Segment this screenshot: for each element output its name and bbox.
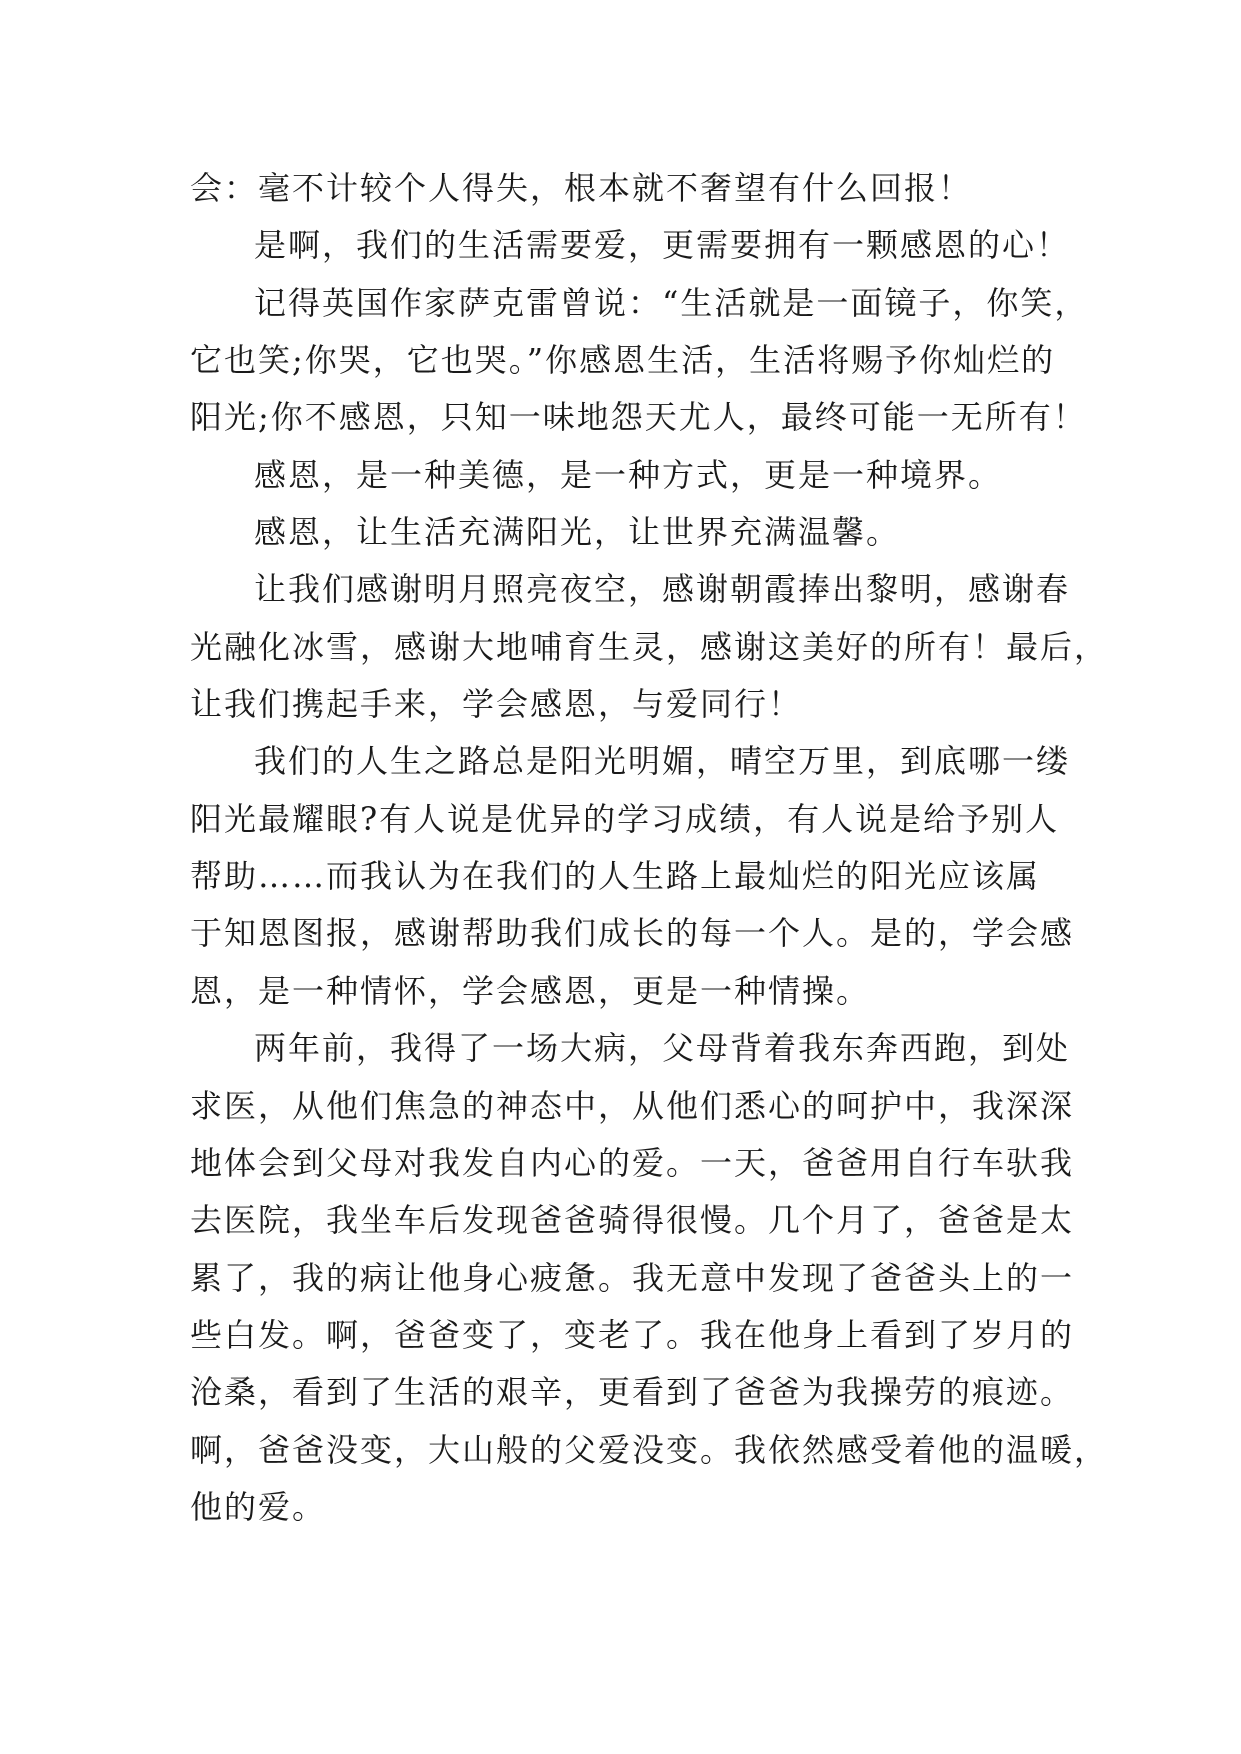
text-line: 光融化冰雪，感谢大地哺育生灵，感谢这美好的所有！最后， xyxy=(190,627,1109,666)
text-line: 地体会到父母对我发自内心的爱。一天，爸爸用自行车驮我 xyxy=(190,1143,1075,1182)
text-line: 阳光最耀眼?有人说是优异的学习成绩，有人说是给予别人 xyxy=(190,799,1060,838)
text-line: 他的爱。 xyxy=(190,1487,327,1526)
text-line: 去医院，我坐车后发现爸爸骑得很慢。几个月了，爸爸是太 xyxy=(190,1201,1075,1240)
text-line: 会：毫不计较个人得失，根本就不奢望有什么回报！ xyxy=(190,169,973,207)
text-line: 恩，是一种情怀，学会感恩，更是一种情操。 xyxy=(190,971,871,1010)
text-line: 让我们感谢明月照亮夜空，感谢朝霞捧出黎明，感谢春 xyxy=(254,570,1071,609)
text-line: 它也笑;你哭，它也哭。”你感恩生活，生活将赐予你灿烂的 xyxy=(190,341,1056,380)
text-line: 沧桑，看到了生活的艰辛，更看到了爸爸为我操劳的痕迹。 xyxy=(190,1373,1075,1412)
text-line: 帮助……而我认为在我们的人生路上最灿烂的阳光应该属 xyxy=(190,857,1041,896)
text-line: 是啊，我们的生活需要爱，更需要拥有一颗感恩的心！ xyxy=(254,226,1071,265)
text-line: 感恩，是一种美德，是一种方式，更是一种境界。 xyxy=(254,455,1003,494)
text-line: 于知恩图报，感谢帮助我们成长的每一个人。是的，学会感 xyxy=(190,914,1075,953)
text-line: 求医，从他们焦急的神态中，从他们悉心的呵护中，我深深 xyxy=(190,1086,1075,1125)
text-line: 阳光;你不感恩，只知一味地怨天尤人，最终可能一无所有！ xyxy=(190,398,1087,437)
text-line: 记得英国作家萨克雷曾说：“生活就是一面镜子，你笑， xyxy=(254,283,1089,322)
text-line: 感恩，让生活充满阳光，让世界充满温馨。 xyxy=(254,513,901,552)
body-text xyxy=(190,160,1109,1536)
text-line: 些白发。啊，爸爸变了，变老了。我在他身上看到了岁月的 xyxy=(190,1315,1075,1354)
text-line: 啊，爸爸没变，大山般的父爱没变。我依然感受着他的温暖， xyxy=(190,1430,1109,1469)
text-line: 两年前，我得了一场大病，父母背着我东奔西跑，到处 xyxy=(254,1029,1071,1068)
text-line: 我们的人生之路总是阳光明媚，晴空万里，到底哪一缕 xyxy=(254,742,1071,781)
text-line: 让我们携起手来，学会感恩，与爱同行！ xyxy=(190,685,803,724)
text-line: 累了，我的病让他身心疲惫。我无意中发现了爸爸头上的一 xyxy=(190,1258,1075,1297)
